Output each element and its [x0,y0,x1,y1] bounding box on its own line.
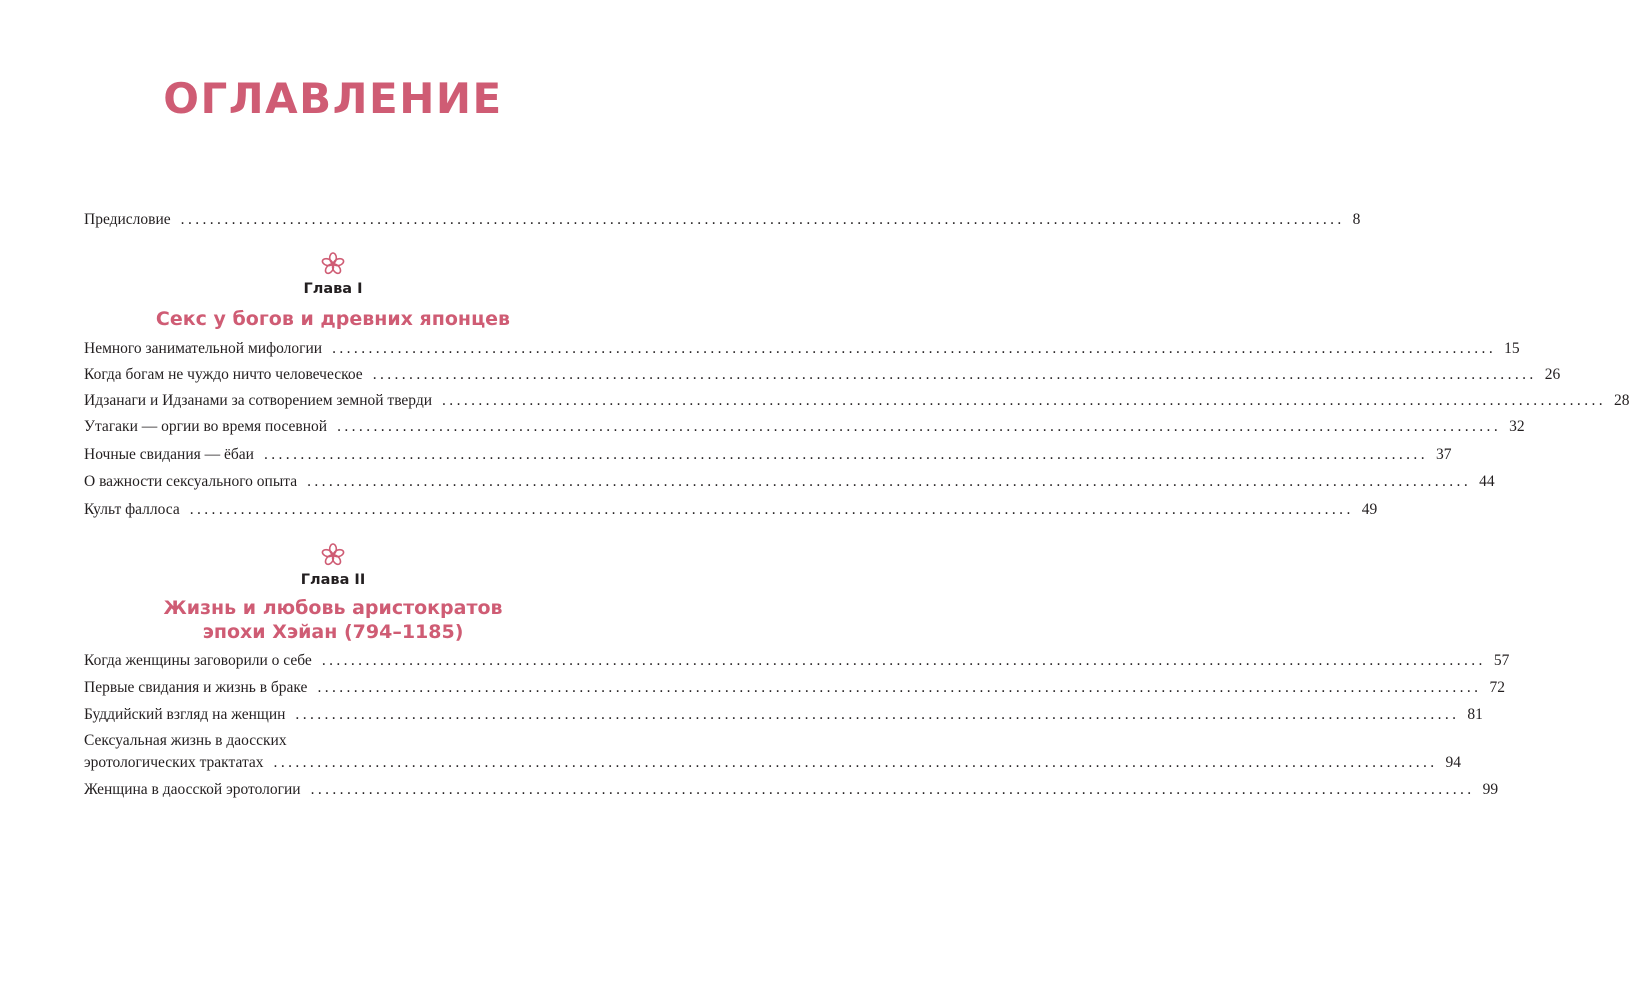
sakura-flower-icon [321,252,345,276]
dot-leader: ................................................................................................................................................................ [295,706,1460,723]
toc-entry[interactable] [84,500,1378,519]
toc-entry[interactable] [84,678,1505,697]
entry-title: Идзанаги и Идзанами за сотворением земной тверди [84,392,433,409]
entry-title: Ночные свидания — ёбаи [84,446,254,463]
entry-title: Когда женщины заговорили о себе [84,652,312,669]
sakura-flower-icon [321,543,345,567]
dot-leader: ................................................................................................................................................................ [180,211,1345,228]
entry-title: О важности сексуального опыта [84,473,298,490]
dot-leader: ................................................................................................................................................................ [372,366,1537,383]
dot-leader: ................................................................................................................................................................ [310,781,1475,798]
entry-title: Культ фаллоса [84,501,180,518]
toc-entry-label-line-1[interactable]: Сексуальная жизнь в даосских [84,732,287,749]
entry-title: Когда богам не чуждо ничто человеческое [84,366,363,383]
toc-entry[interactable] [84,365,1561,384]
entry-title: Буддийский взгляд на женщин [84,706,286,723]
page-number: 37 [1435,446,1452,463]
page-number: 26 [1544,366,1561,383]
toc-entry-preface[interactable] [84,210,1361,229]
dot-leader: ................................................................................................................................................................ [273,754,1438,771]
chapter-label: Глава I [303,281,363,297]
toc-entry[interactable] [84,651,1510,670]
dot-leader: ................................................................................................................................................................ [189,501,1354,518]
entry-title: Утагаки — оргии во время посевной [84,418,328,435]
page-number: 49 [1361,501,1378,518]
entry-title: Первые свидания и жизнь в браке [84,679,308,696]
dot-leader: ................................................................................................................................................................ [442,392,1607,409]
page-number: 99 [1482,781,1499,798]
page-number: 44 [1479,473,1495,490]
page-number: 94 [1445,754,1462,771]
dot-leader: ................................................................................................................................................................ [263,446,1428,463]
chapter-label: Глава II [300,572,366,588]
dot-leader: ................................................................................................................................................................ [307,473,1472,490]
page-number: 32 [1509,418,1525,435]
page-number: 28 [1614,392,1630,409]
chapter-title-line-2: эпохи Хэйан (794–1185) [202,621,464,643]
page-number: 81 [1467,706,1483,723]
entry-title: Женщина в даосской эротологии [84,781,301,798]
dot-leader: ................................................................................................................................................................ [321,652,1486,669]
page-number: 72 [1489,679,1505,696]
chapter-title: Секс у богов и древних японцев [155,308,511,330]
dot-leader: ................................................................................................................................................................ [337,418,1502,435]
toc-entry[interactable] [84,339,1520,358]
chapter-title-line-1: Жизнь и любовь аристократов [163,597,503,619]
entry-title: Немного занимательной мифологии [84,340,323,357]
toc-entry[interactable] [84,780,1499,799]
toc-entry[interactable] [84,472,1495,491]
page-number: 57 [1493,652,1510,669]
toc-entry[interactable] [84,417,1525,436]
entry-title: Предисловие [84,211,171,228]
page-number: 15 [1504,340,1520,357]
toc-entry[interactable] [84,705,1483,724]
toc-entry[interactable] [84,445,1452,464]
page-title: ОГЛАВЛЕНИЕ [163,74,503,123]
page-number: 8 [1352,211,1361,228]
dot-leader: ................................................................................................................................................................ [332,340,1497,357]
dot-leader: ................................................................................................................................................................ [317,679,1482,696]
entry-title-line-2: эротологических трактатах [84,754,264,771]
toc-entry[interactable] [84,391,1630,410]
toc-entry[interactable] [84,753,1462,772]
